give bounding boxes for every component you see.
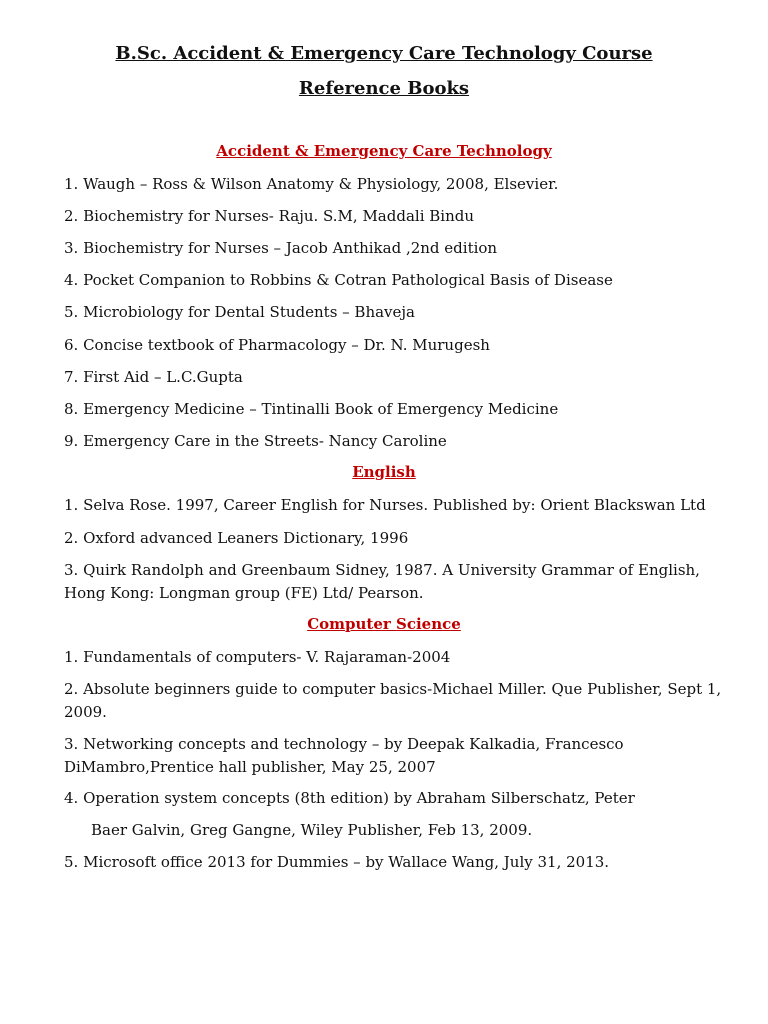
reference-item: 8. Emergency Medicine – Tintinalli Book of Emergency Medicine: [64, 400, 559, 418]
reference-item: 1. Fundamentals of computers- V. Rajaraman-2004: [64, 648, 451, 666]
section-heading-accident-emergency: Accident & Emergency Care Technology: [216, 142, 552, 160]
reference-item: 3. Quirk Randolph and Greenbaum Sidney, 1987. A University Grammar of English, Hong Kong: Longman group (FE) Ltd/ Pearson.: [64, 561, 700, 602]
reference-item: 2. Oxford advanced Leaners Dictionary, 1996: [64, 529, 409, 547]
document-title: B.Sc. Accident & Emergency Care Technology Course: [115, 43, 653, 64]
reference-item: 6. Concise textbook of Pharmacology – Dr. N. Murugesh: [64, 336, 490, 354]
document-subtitle: Reference Books: [298, 78, 470, 99]
reference-item: 7. First Aid – L.C.Gupta: [64, 368, 243, 386]
reference-item: 1. Waugh – Ross & Wilson Anatomy & Physiology, 2008, Elsevier.: [64, 175, 559, 193]
reference-item: 2. Absolute beginners guide to computer basics-Michael Miller. Que Publisher, Sept 1, 2009.: [64, 680, 722, 721]
reference-item: 5. Microsoft office 2013 for Dummies – by Wallace Wang, July 31, 2013.: [64, 853, 610, 871]
reference-item: 9. Emergency Care in the Streets- Nancy Caroline: [64, 432, 447, 450]
reference-item: 5. Microbiology for Dental Students – Bhaveja: [64, 303, 415, 321]
reference-item: 4. Operation system concepts (8th edition) by Abraham Silberschatz, Peter: [64, 789, 635, 807]
reference-item: 3. Networking concepts and technology – by Deepak Kalkadia, Francesco DiMambro,Prentice hall publisher, May 25, 2007: [64, 735, 624, 776]
section-heading-computer-science: Computer Science: [307, 615, 461, 633]
reference-item: 3. Biochemistry for Nurses – Jacob Anthikad ,2nd edition: [64, 239, 498, 257]
section-heading-english: English: [352, 463, 416, 481]
reference-item: 4. Pocket Companion to Robbins & Cotran Pathological Basis of Disease: [64, 271, 613, 289]
reference-item: 2. Biochemistry for Nurses- Raju. S.M, Maddali Bindu: [64, 207, 475, 225]
reference-item-continuation: Baer Galvin, Greg Gangne, Wiley Publisher, Feb 13, 2009.: [91, 821, 533, 839]
reference-item: 1. Selva Rose. 1997, Career English for Nurses. Published by: Orient Blackswan Ltd: [64, 496, 706, 514]
